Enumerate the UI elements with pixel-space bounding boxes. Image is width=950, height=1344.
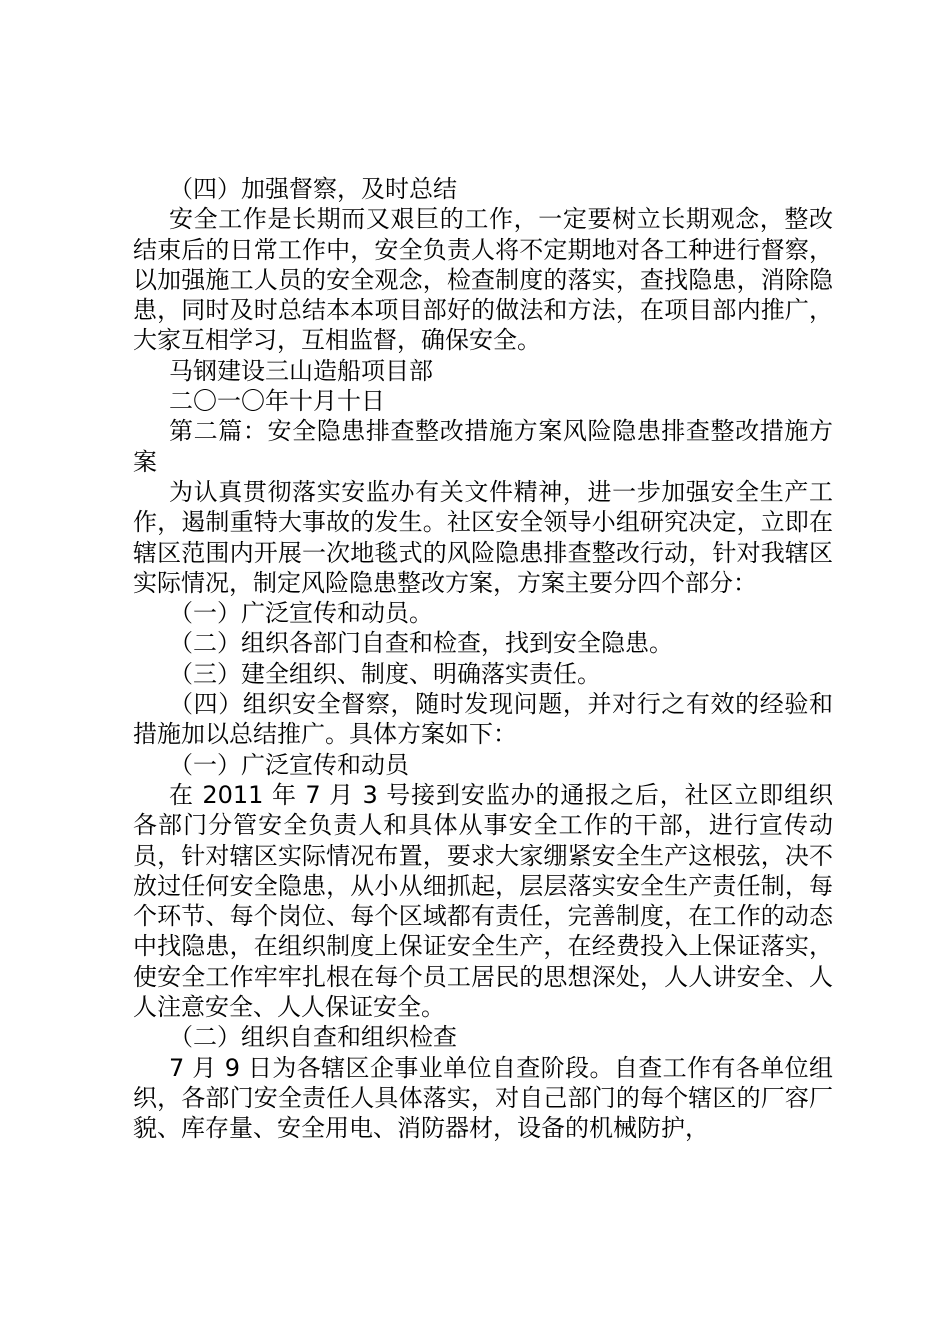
list-item-organization: （三）建全组织、制度、明确落实责任。 bbox=[169, 659, 601, 688]
section-heading-inspection: （二）组织自查和组织检查 bbox=[169, 1023, 457, 1052]
section-heading-supervision: （四）加强督察，及时总结 bbox=[169, 175, 457, 203]
list-item-publicity: （一）广泛宣传和动员。 bbox=[169, 599, 433, 628]
signature-date: 二〇一〇年十月十日 bbox=[169, 387, 385, 416]
section-heading-publicity: （一）广泛宣传和动员 bbox=[169, 750, 409, 779]
paragraph-intro: 为认真贯彻落实安监办有关文件精神，进一步加强安全生产工作，遏制重特大事故的发生。社区安全领导小组研究决定，立即在辖区范围内开展一次地毯式的风险隐患排查整改行动，针对我辖区实际情况，制定风险隐患整改方案，方案主要分四个部分： bbox=[133, 477, 833, 597]
document-body bbox=[133, 174, 833, 1144]
signature-organization: 马钢建设三山造船项目部 bbox=[169, 356, 433, 385]
list-item-self-inspection: （二）组织各部门自查和检查，找到安全隐患。 bbox=[169, 629, 673, 658]
list-item-supervision: （四）组织安全督察，随时发现问题，并对行之有效的经验和措施加以总结推广。具体方案如下： bbox=[133, 690, 833, 749]
paragraph-inspection: 7 月 9 日为各辖区企事业单位自查阶段。自查工作有各单位组织，各部门安全责任人具体落实，对自己部门的每个辖区的厂容厂貌、库存量、安全用电、消防器材，设备的机械防护， bbox=[133, 1053, 833, 1143]
paragraph-publicity: 在 2011 年 7 月 3 号接到安监办的通报之后，社区立即组织各部门分管安全负责人和具体从事安全工作的干部，进行宣传动员，针对辖区实际情况布置，要求大家绷紧安全生产这根弦，决不放过任何安全隐患，从小从细抓起，层层落实安全生产责任制，每个环节、每个岗位、每个区域都有责任，完善制度，在工作的动态中找隐患，在组织制度上保证安全生产，在经费投入上保证落实，使安全工作牢牢扎根在每个员工居民的思想深处，人人讲安全、人人注意安全、人人保证安全。 bbox=[133, 780, 833, 1022]
chapter-title-second: 第二篇：安全隐患排查整改措施方案风险隐患排查整改措施方案 bbox=[133, 417, 833, 476]
paragraph-long-term-safety: 安全工作是长期而又艰巨的工作，一定要树立长期观念，整改结束后的日常工作中，安全负责人将不定期地对各工种进行督察，以加强施工人员的安全观念，检查制度的落实，查找隐患，消除隐患，同时及时总结本本项目部好的做法和方法，在项目部内推广，大家互相学习，互相监督，确保安全。 bbox=[133, 205, 833, 355]
